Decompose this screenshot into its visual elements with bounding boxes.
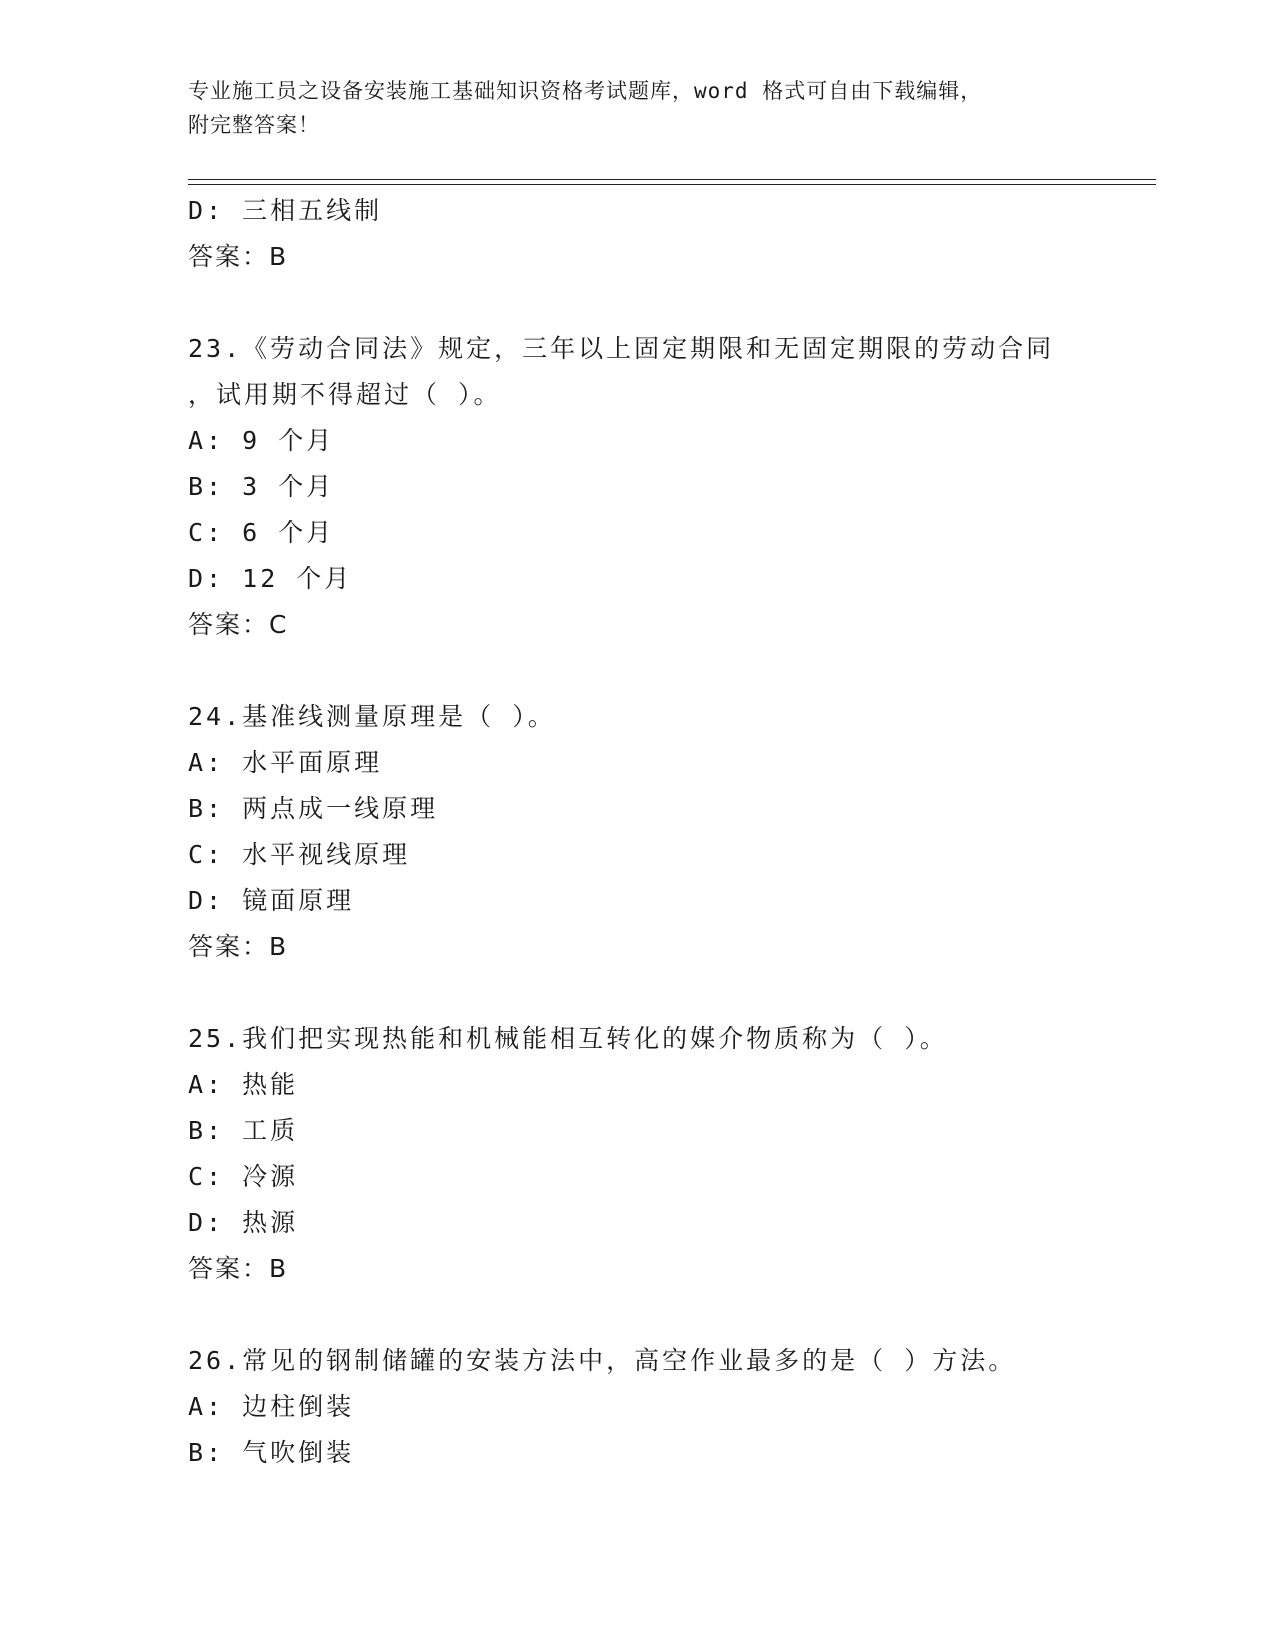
option-line: A: 边柱倒装 <box>188 1392 355 1421</box>
question-26 <box>188 1338 1148 1476</box>
option-line: D: 12 个月 <box>188 564 353 593</box>
question-stem: ，试用期不得超过（ ）。 <box>188 380 502 409</box>
option-line: C: 冷源 <box>188 1162 299 1191</box>
option-line: D: 热源 <box>188 1208 299 1237</box>
question-24 <box>188 694 1148 970</box>
answer-line: 答案：B <box>188 1254 289 1283</box>
header-line-1: 专业施工员之设备安装施工基础知识资格考试题库，word 格式可自由下载编辑， <box>188 79 983 103</box>
option-line: D: 镜面原理 <box>188 886 355 915</box>
option-line: B: 气吹倒装 <box>188 1438 355 1467</box>
question-stem: 25.我们把实现热能和机械能相互转化的媒介物质称为（ ）。 <box>188 1024 948 1053</box>
question-list <box>188 188 1148 1476</box>
question-25 <box>188 1016 1148 1292</box>
question-23 <box>188 326 1148 648</box>
question-stem: 26.常见的钢制储罐的安装方法中，高空作业最多的是（ ）方法。 <box>188 1346 1017 1375</box>
answer-line: 答案：C <box>188 610 289 639</box>
option-line: A: 水平面原理 <box>188 748 383 777</box>
answer-line: 答案：B <box>188 242 289 271</box>
question-stem: 24.基准线测量原理是（ ）。 <box>188 702 556 731</box>
option-line: A: 热能 <box>188 1070 299 1099</box>
header-divider-double <box>188 184 1156 185</box>
option-line: D: 三相五线制 <box>188 196 383 225</box>
header-line-2: 附完整答案！ <box>188 113 320 137</box>
option-line: C: 6 个月 <box>188 518 335 547</box>
question-stem: 23.《劳动合同法》规定，三年以上固定期限和无固定期限的劳动合同 <box>188 334 1055 363</box>
option-line: C: 水平视线原理 <box>188 840 411 869</box>
option-line: B: 两点成一线原理 <box>188 794 439 823</box>
header-divider <box>188 179 1156 180</box>
answer-line: 答案：B <box>188 932 289 961</box>
document-header <box>188 74 1088 142</box>
option-line: A: 9 个月 <box>188 426 335 455</box>
option-line: B: 工质 <box>188 1116 299 1145</box>
option-line: B: 3 个月 <box>188 472 335 501</box>
